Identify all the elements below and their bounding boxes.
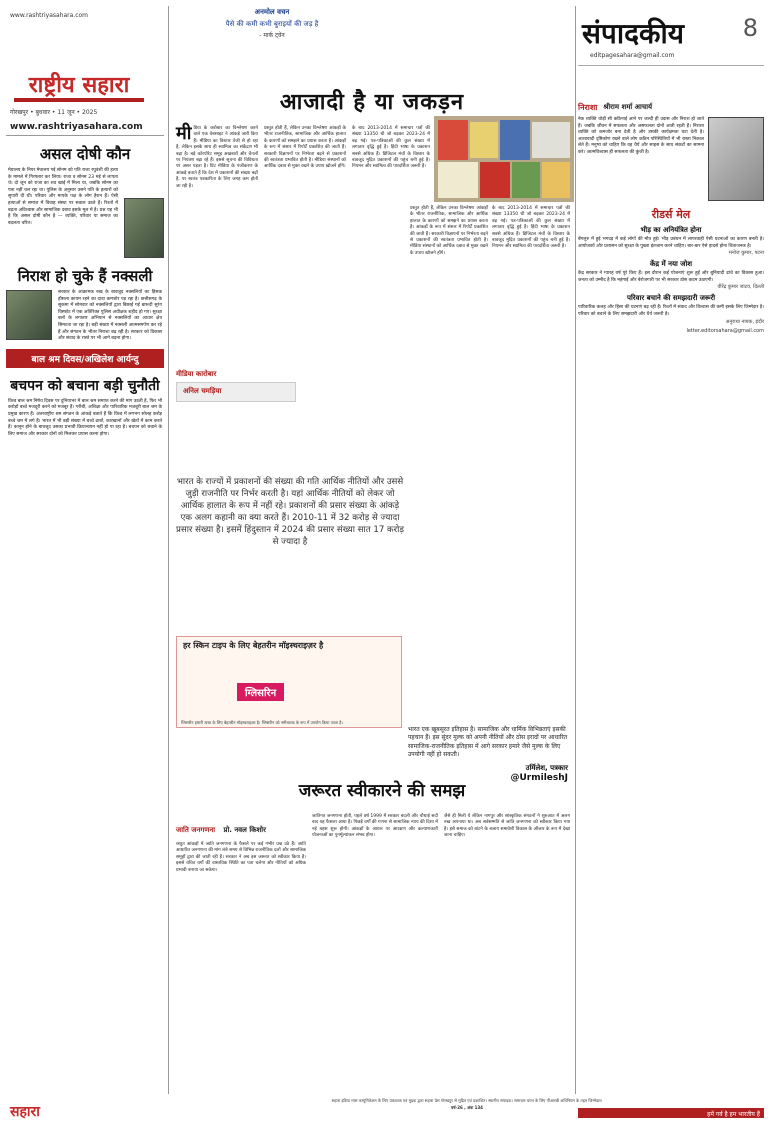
quote-author: - मार्क ट्वेन (259, 32, 285, 39)
article-body: के बाद 2013-2014 में समाचार पत्रों की संख्या 13350 थी जो बढ़कर 2023-24 में बढ़ गई। पत्र-पत्रिकाओं की कुल संख्या में लगातार वृद्धि हुई है। हिंदी भाषा के प्रकाशन सबसे अधिक हैं। डिजिटल मंचों के विस्तार के बावजूद मुद्रित प्रकाशनों की पहुंच बनी हुई है। नियमन और स्वामित्व की पारदर्शिता जरूरी है। (352, 126, 430, 170)
svg-text:सहारा: सहारा (10, 1104, 40, 1120)
story-naxal (6, 266, 164, 343)
left-column (6, 6, 164, 1124)
dateline: गोरखपुर • बुधवार • 11 जून • 2025 (10, 109, 98, 116)
letter-title: भीड़ का अनियंत्रित होना (640, 226, 702, 234)
letter (578, 226, 764, 256)
tweet-handle[interactable]: @UrmileshJ (510, 772, 568, 783)
letter (578, 294, 764, 324)
advertisement[interactable] (176, 636, 402, 728)
story-body: विश्व बाल श्रम निषेध दिवस पर दुनियाभर में बाल श्रम समाप्त करने की मांग उठती है, फिर भी करोड़ों बच्चे मजदूरी करने को मजबूर हैं। गरीबी, अशिक्षा और पारिवारिक मजबूरी बाल श्रम के प्रमुख कारण हैं। अंतरराष्ट्रीय श्रम संगठन के आंकड़े बताते हैं कि विश्व में लगभग सोलह करोड़ बच्चे श्रम में लगे हैं। भारत में भी बड़ी संख्या में बच्चे ढाबों, कारखानों और खेतों में काम करते हैं। कानून होने के बावजूद उसका प्रभावी क्रियान्वयन नहीं हो पा रहा है। बचपन को बचाने के लिए समाज और सरकार दोनों को मिलकर प्रयास करना होगा। (8, 398, 163, 437)
nirasha-block (578, 117, 764, 201)
editorial-title: संपादकीय (582, 17, 684, 50)
article-body: प्रस्तुत होती हैं, लेकिन उनका विश्लेषण आंकड़ों के भीतर राजनीतिक, सामाजिक और आर्थिक हालात के कारणों को समझने का प्रयास करता है। आंकड़ों के रूप में संसार में रिपोर्टें प्रकाशित की जाती हैं। सरकारी विज्ञापनों पर निर्भरता बढ़ने से प्रकाशनों की स्वतंत्रता प्रभावित होती है। मीडिया संस्थानों को आर्थिक दबाव से मुक्त रखने के उपाय खोजने होंगे। (410, 206, 488, 256)
quote-box (202, 8, 342, 64)
story-asal-doshi (6, 144, 164, 258)
section-tag (176, 826, 266, 835)
center-column (172, 6, 572, 1124)
letter (578, 260, 764, 290)
caste-col-3 (444, 814, 570, 840)
article-body: रस्तुत आंकड़ों में जाति जनगणना के फैसले पर कई गंभीर प्रश्न उठे हैं। जाति आधारित जनगणना की मांग लंबे समय से विभिन्न राजनीतिक दलों और सामाजिक समूहों द्वारा की जाती रही है। सरकार ने अब इस जरूरत को स्वीकार किया है। इससे वंचित वर्गों की वास्तविक स्थिति का पता चलेगा और नीतियों को अधिक प्रभावी बनाया जा सकेगा। (176, 842, 306, 873)
main-col-2 (264, 126, 346, 171)
page-number: 8 (742, 14, 758, 42)
story-body: मेघालय के नियर मेघालय गई सोनम को पति राजा रघुवंशी की हत्या के मामले में गिरफ्तार कर लिया। राजा व सोनम 23 मई से लापता थे। दो जून को राजा का शव खाई में मिला था, जबकि सोनम का पता नहीं चल रहा था। पुलिस के अनुसार उसने पति के हत्यारों को सुपारी दी थी। परिवार और मायके पक्ष के लोग हैरान हैं। ऐसी हत्याओं से समाज में विवाह संस्था पर सवाल उठते हैं। रिश्तों में बढ़ता अविश्वास और सामाजिक दबाव इसके मूल में है। प्रश्न यह भी है कि असल दोषी कौन है — व्यक्ति, परिवार या समाज का बदलता चरित्र। (8, 168, 118, 226)
story-child-labour (6, 376, 164, 439)
story-photo (124, 198, 164, 258)
newspaper-collage-image (434, 116, 574, 202)
letter-email[interactable]: letter.editorsahara@gmail.com (686, 327, 764, 334)
quote-label: अनमोल वचन (254, 8, 290, 16)
letter-body: पारिवारिक कलह और हिंसा की घटनाएं बढ़ रही हैं। रिश्तों में संवाद और विश्वास की कमी इसके लिए जिम्मेदार है। परिवार को बचाने के लिए समझदारी और धैर्य जरूरी है। (578, 305, 764, 317)
nirasha-header (578, 102, 764, 113)
article-body: डिया के करोबार का विश्लेषण करने वाले एक वेबसाइट ने आंकड़े जारी किए हैं। मीडिया का विस्तार तेजी से हो रहा है, लेकिन इसके साथ ही स्वामित्व का संकेंद्रण भी बढ़ा है। बड़े कॉरपोरेट समूह अखबारों और चैनलों पर नियंत्रण बढ़ा रहे हैं। इससे सूचना की विविधता पर असर पड़ता है। प्रिंट मीडिया के पंजीकरण के आंकड़े बताते हैं कि देश में प्रकाशनों की संख्या बढ़ी है, पर स्वतंत्र पत्रकारिता के लिए जगह कम होती जा रही है। (176, 126, 258, 189)
caste-author: प्रो. नवल किशोर (223, 826, 266, 834)
section-tag: मीडिया कारोबार (176, 370, 217, 378)
author-name: अनिल चमड़िया (183, 387, 222, 395)
story-title: बचपन को बचाना बड़ी चुनौती (10, 377, 160, 394)
author-photo (708, 117, 764, 201)
main-col-4 (410, 206, 488, 257)
caste-col-2 (312, 814, 438, 840)
main-col-1 (176, 123, 258, 190)
tweet-text: भारत एक खूबसूरत इतिहास है। सामाजिक और धार्मिक विभिन्नताएं इसकी पहचान हैं। इस सुंदर मुल्क को अपनी नीतियों और ठोस इरादों पर आधारित सामाजिक-राजनीतिक इतिहास में आगे सरकार हमारे जैसे मुल्क के लिए उपयोगी नहीं हो सकती। (408, 726, 568, 759)
letter-sign: अनुराधा नायक, इंदौर (725, 318, 764, 325)
tweet-box (408, 726, 568, 876)
letter-title: केंद्र में नया जोश (649, 260, 693, 269)
letter-title: परिवार बचाने की समझदारी जरूरी (626, 294, 716, 303)
section-band: बाल श्रम दिवस/अखिलेश आर्यन्दु (6, 349, 164, 368)
tweet-name: उर्मिलेश, पत्रकार (525, 763, 568, 772)
ad-brand: ग्लिसरिन (237, 683, 284, 701)
pull-quote (176, 476, 404, 548)
article-body: नेक व्यक्ति थोड़ी सी कठिनाई आने पर जल्दी ही उदास और निराश हो जाते हैं। जबकि जीवन में सफलता और असफलता दोनों आती रहती हैं। निराशा व्यक्ति को कमजोर बना देती है और उसकी कार्यक्षमता घटा देती है। आशावादी दृष्टिकोण रखने वाले लोग कठिन परिस्थितियों में भी रास्ता निकाल लेते हैं। मनुष्य को चाहिए कि वह धैर्य और साहस के साथ संकटों का सामना करे। आत्मविश्वास ही सफलता की कुंजी है। (578, 117, 704, 155)
right-column (578, 6, 764, 1124)
main-col-5 (492, 206, 570, 251)
bottom-band: हमें गर्व है हम भारतीय हैं (578, 1108, 764, 1118)
letter-sign: वीरेंद्र कुमार जाटव, दिल्ली (717, 284, 764, 291)
column-rule (168, 6, 169, 1094)
ad-title: हर स्किन टाइप के लिए बेहतरीन मॉइस्चराइज़र है (183, 641, 324, 650)
quote-text: पैसे की कमी कभी बुराइयों की जड़ है (225, 20, 319, 28)
masthead (6, 6, 164, 136)
section-tag: निराशा (578, 103, 598, 112)
imprint-footer (172, 1098, 762, 1110)
story-body: सरकार के आक्रामक रुख के बावजूद नक्सलियों का हिंसक हौसला कायम रहने का दावा कमजोर पड़ रहा है। छत्तीसगढ़ के सुकमा में सोमवार को नक्सलियों द्वारा बिछाई गई बारूदी सुरंग विस्फोट में एक अतिरिक्त पुलिस अधीक्षक शहीद हो गए। सुरक्षा बलों के लगातार अभियान से नक्सलियों का आधार क्षेत्र सिमटता जा रहा है। बड़ी संख्या में नक्सली आत्मसमर्पण कर रहे हैं और संगठन के भीतर निराशा बढ़ रही है। सरकार को विकास और संवाद के रास्ते पर भी आगे बढ़ना होगा। (58, 290, 162, 342)
column-rule (575, 6, 576, 1094)
site-url[interactable]: www.rashtriyasahara.com (10, 122, 143, 132)
footer-logo (8, 1100, 68, 1122)
caste-col-1 (176, 842, 306, 874)
sub-headline: जरूरत स्वीकारने की समझ (298, 781, 466, 801)
caste-tag-label: जाति जनगणना (176, 826, 216, 834)
main-col-3 (352, 126, 430, 171)
pull-quote-text: भारत के राज्यों में प्रकाशनों की संख्या की गति आर्थिक नीतियों और उससे जुड़ी राजनीति पर निर्भर करती है। यहां आर्थिक नीतियों को लेकर जो आर्थिक हालात के रूप में नहीं रहे। प्रकाशनों की प्रसार संख्या के आंकड़े एक अलग कहानी का क्या करते हैं। 2010-11 में 32 करोड़ से ज्यादा प्रसार संख्या है। इसमें हिंदुस्तान में 2024 की प्रसार संख्या सात 17 करोड़ से ज्यादा है (176, 477, 404, 547)
article-body: जैसे ही मिली ये लेकिन नागपुर और सांस्कृतिक संगठनों ने शुरुआत में अलग रुख अपनाया था। अब सर्वसम्मति से जाति जनगणना को स्वीकार किया गया है। इसे समाज को बांटने के बजाय समावेशी विकास के औजार के रूप में देखा जाना चाहिए। (444, 814, 570, 839)
naxal-photo (6, 290, 52, 340)
dropcap: मी (176, 123, 192, 144)
article-body: प्रस्तुत होती हैं, लेकिन उनका विश्लेषण आंकड़ों के भीतर राजनीतिक, सामाजिक और आर्थिक हालात के कारणों को समझने का प्रयास करता है। आंकड़ों के रूप में संसार में रिपोर्टें प्रकाशित की जाती हैं। सरकारी विज्ञापनों पर निर्भरता बढ़ने से प्रकाशनों की स्वतंत्रता प्रभावित होती है। मीडिया संस्थानों को आर्थिक दबाव से मुक्त रखने के उपाय खोजने होंगे। (264, 126, 346, 170)
letter-body: केंद्र सरकार ने ग्यारह वर्ष पूरे किए हैं। इस दौरान कई योजनाएं शुरू हुईं और बुनियादी ढांचे का विकास हुआ। जनता को उम्मीद है कि महंगाई और बेरोजगारी पर भी सरकार ठोस कदम उठाएगी। (578, 271, 764, 283)
letter-body: बेंगलुरु में हुई भगदड़ में कई लोगों की मौत हुई। भीड़ प्रबंधन में लापरवाही ऐसी घटनाओं का कारण बनती है। आयोजकों और प्रशासन को सुरक्षा के पुख्ता इंतजाम करने चाहिए। बार-बार ऐसे हादसे होना चिंताजनक है। (578, 237, 764, 249)
ad-note: ग्लिसरीन हमारी त्वचा के लिए बेहतरीन मॉइस्चराइज़र है। ग्लिसरीन को नमीधारक के रूप में उपयोग किया जाता है। (181, 720, 343, 725)
editorial-header (578, 6, 764, 66)
article-body: जातिगत जनगणना होती, पहले वर्ष 1999 में सरकार बदली और चौथाई सदी बाद यह फैसला आया है। पिछड़े वर्गों की गणना से सामाजिक न्याय की दिशा में नई बहस शुरू होगी। आंकड़ों के आधार पर आरक्षण और कल्याणकारी योजनाओं का पुनर्मूल्यांकन संभव होगा। (312, 814, 438, 839)
editorial-email[interactable]: editpagesahara@gmail.com (590, 52, 675, 59)
reader-mail-head: रीडर्स मेल (651, 208, 691, 221)
logo-text: राष्ट्रीय सहारा (28, 73, 130, 98)
sahara-logo (14, 68, 144, 104)
article-body: के बाद 2013-2014 में समाचार पत्रों की संख्या 13350 थी जो बढ़कर 2023-24 में बढ़ गई। पत्र-पत्रिकाओं की कुल संख्या में लगातार वृद्धि हुई है। हिंदी भाषा के प्रकाशन सबसे अधिक हैं। डिजिटल मंचों के विस्तार के बावजूद मुद्रित प्रकाशनों की पहुंच बनी हुई है। नियमन और स्वामित्व की पारदर्शिता जरूरी है। (492, 206, 570, 250)
author-box (176, 382, 296, 402)
author-name: श्रीराम शर्मा आचार्य (603, 103, 653, 111)
story-title: निराश हो चुके हैं नक्सली (17, 267, 153, 285)
issue-number: वर्ष-26 , अंक 134 (451, 1105, 483, 1111)
imprint-text: सहारा इंडिया मास कम्युनिकेशन के लिए प्रकाशक एवं मुद्रक द्वारा सहारा प्रेस गोरखपुर से मुद्रित एवं प्रकाशित। स्थानीय संपादक। समाचार चयन के लिए पीआरबी अधिनियम के तहत जिम्मेदार। (331, 1098, 603, 1103)
story-title: असल दोषी कौन (39, 145, 131, 163)
letter-sign: मनोज कुमार, पटना (728, 250, 764, 257)
main-headline: आजादी है या जकड़न (279, 90, 465, 115)
masthead-url[interactable]: www.rashtriyasahara.com (10, 12, 89, 19)
